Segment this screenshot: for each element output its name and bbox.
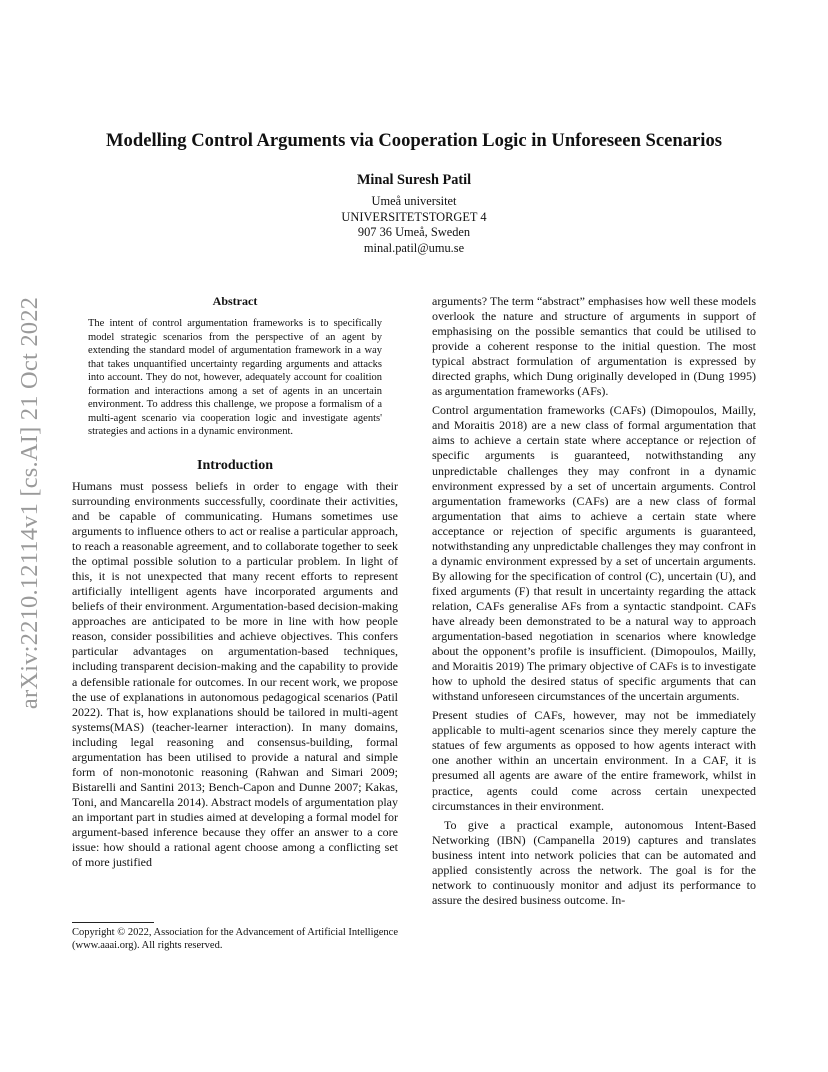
affiliation-institution: Umeå universitet — [371, 194, 457, 208]
left-column — [72, 294, 398, 870]
intro-paragraph-continued: arguments? The term “abstract” emphasises how well these models overlook the nature and structure of arguments in support of emphasising on the possible semantics that could be utilised to provide a coherent response to the initial question. The most typical abstract formulation of argumentation is expressed by directed graphs, which Dung originally developed in (Dung 1995) as argumentation frameworks (AFs). — [432, 294, 756, 399]
introduction-heading: Introduction — [197, 457, 273, 473]
affiliation-block — [0, 194, 828, 256]
intro-paragraph-1: Humans must possess beliefs in order to engage with their surrounding environments successfully, coordinate their activities, and be capable of communicating. Humans sometimes use arguments to influence others to act or realise a particular approach, to reach a reasonable agreement, and to collaborate together to seek the optimal possible solution to a particular problem. In light of this, it is not unexpected that many recent efforts to represent artificially intelligent agents have incorporated arguments and beliefs of their environment. Argumentation-based decision-making approaches are anticipated to be more in line with how people reason, consider possibilities and achieve objectives. This confers particular advantages on argumentation-based techniques, including transparent decision-making and the capability to provide a defensible rationale for outcomes. In our recent work, we propose the use of explanations in autonomous pedagogical scenarios (Patil 2022). That is, how explanations should be tailored in multi-agent systems(MAS) (teacher-learner interaction). In many domains, including legal reasoning and consensus-building, formal argumentation has been utilised to provide a natural and simple form of non-monotonic reasoning (Rahwan and Simari 2009; Bistarelli and Santini 2013; Bench-Capon and Dunne 2007; Kakas, Toni, and Mancarella 2014). Abstract models of argumentation play an important part in studies aimed at developing a formal model for argument-based inference because they offer an answer to a core issue: how should a rational agent choose among a conflicting set of more justified — [72, 478, 398, 870]
right-column — [432, 294, 756, 908]
affiliation-street: UNIVERSITETSTORGET 4 — [341, 209, 487, 224]
intro-paragraph-present-studies: Present studies of CAFs, however, may not be immediately applicable to multi-agent scenarios since they merely capture the statues of few arguments as opposed to how agents interact with one another within an uncertain environment. In a CAF, it is presumed all agents are aware of the entire framework, whilst in practice, agents could come across certain unexpected circumstances in their environment. — [432, 708, 756, 813]
intro-paragraph-cafs: Control argumentation frameworks (CAFs) (Dimopoulos, Mailly, and Moraitis 2018) are a new class of formal argumentation that aims to achieve a certain state where acceptance or rejection of specific arguments is guaranteed, notwithstanding any unpredictable challenges they may confront in a dynamic environment expressed by a set of uncertain arguments. Control argumentation frameworks (CAFs) are a new class of formal argumentation that aims to achieve a certain state where acceptance or rejection of specific arguments is guaranteed, notwithstanding any unpredictable challenges they may confront in a dynamic environment expressed by a set of uncertain arguments. By allowing for the specification of control (C), uncertain (U), and fixed arguments (F) that result in uncertainty regarding the attack relation, CAFs generalise AFs from a syntactic standpoint. CAFs have already been demonstrated to be a natural way to approach argumentation-based negotiation in scenarios where knowledge about the opponent’s profile is insufficient. (Dimopoulos, Mailly, and Moraitis 2019) The primary objective of CAFs is to investigate how to uphold the desired status of specific arguments that can withstand unforeseen circumstances of the uncertain arguments. — [432, 403, 756, 704]
paper-title: Modelling Control Arguments via Cooperation Logic in Unforeseen Scenarios — [106, 130, 722, 151]
arxiv-identifier — [14, 268, 46, 738]
footnote-divider — [72, 922, 154, 923]
author-email: minal.patil@umu.se — [363, 240, 465, 255]
abstract-text: The intent of control argumentation frameworks is to specifically model strategic scenarios from the perspective of an agent by extending the standard model of argumentation framework in a way that takes unquantified uncertainty regarding arguments and attacks into account. They do not, however, adequately account for coalition formation and interactions among a set of agents in an uncertain environment. To address this challenge, we propose a formalism of a multi-agent scenario via cooperation logic and investigate agents' strategies and actions in a dynamic environment. — [88, 318, 382, 438]
author-name: Minal Suresh Patil — [356, 172, 472, 188]
affiliation-city: 907 36 Umeå, Sweden — [357, 225, 471, 240]
abstract-heading: Abstract — [212, 294, 258, 308]
intro-paragraph-example: To give a practical example, autonomous Intent-Based Networking (IBN) (Campanella 2019) captures and translates business intent into network policies that can be automated and applied consistently across the network. The goal is for the network to continuously monitor and adjust its performance to assure the desired business outcome. In- — [432, 817, 756, 907]
arxiv-identifier-text: arXiv:2210.12114v1 [cs.AI] 21 Oct 2022 — [16, 296, 44, 710]
copyright-footnote: Copyright © 2022, Association for the Advancement of Artificial Intelligence (www.aaai.org). All rights reserved. — [72, 927, 398, 951]
